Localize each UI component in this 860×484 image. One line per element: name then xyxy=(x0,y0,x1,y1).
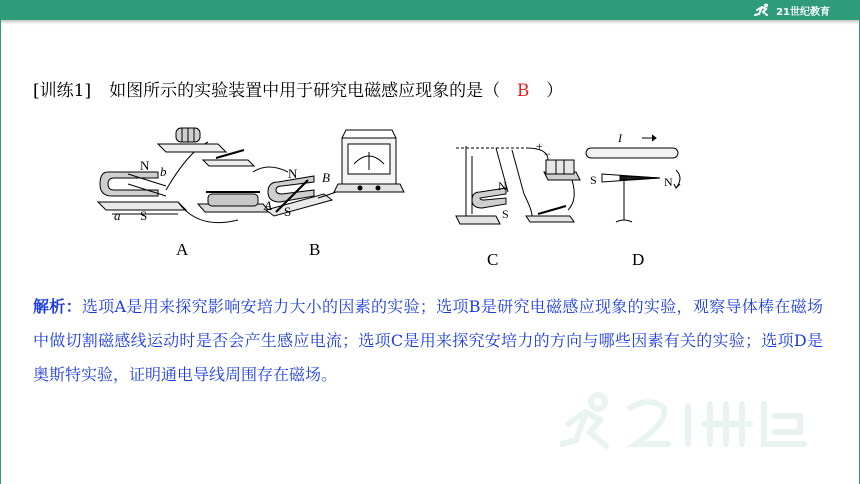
figure-ab-apparatus xyxy=(88,112,408,234)
figure-label-c: C xyxy=(487,250,499,269)
header-bar xyxy=(0,0,860,20)
figure-label-b: B xyxy=(309,240,321,259)
question-line xyxy=(33,76,563,101)
figure-c-apparatus xyxy=(452,130,582,236)
a-label-a: a xyxy=(114,208,121,223)
question-close: ） xyxy=(546,81,564,101)
b-label-B: B xyxy=(322,170,330,185)
d-label-S: S xyxy=(590,173,597,187)
answer-text: B xyxy=(516,81,530,101)
left-border xyxy=(0,20,1,484)
runner-icon xyxy=(754,3,772,17)
question-text: 如图所示的实验装置中用于研究电磁感应现象的是（ xyxy=(109,81,501,101)
a-label-S: S xyxy=(140,208,148,223)
question-tag: [训练1] xyxy=(33,81,92,101)
logo-text: 21世纪教育 xyxy=(776,6,830,18)
d-label-I: I xyxy=(618,134,622,145)
analysis-head: 解析： xyxy=(33,297,82,316)
b-label-A: A xyxy=(264,198,272,213)
figure-label-a: A xyxy=(176,240,189,259)
c-label-S: S xyxy=(502,207,509,221)
figure-label-d: D xyxy=(632,250,645,269)
b-label-S: S xyxy=(284,204,292,219)
c-label-minus: − xyxy=(544,147,551,161)
watermark-logo xyxy=(560,388,820,468)
brand-logo xyxy=(754,0,830,20)
c-label-plus: + xyxy=(536,139,543,153)
a-label-N: N xyxy=(140,158,150,173)
b-label-N: N xyxy=(288,166,298,181)
c-label-N: N xyxy=(498,179,507,193)
a-label-b: b xyxy=(160,164,167,179)
figure-d-apparatus xyxy=(580,134,690,234)
analysis-body: 选项A是用来探究影响安培力大小的因素的实验；选项B是研究电磁感应现象的实验，观察导体棒在磁场中做切割磁感线运动时是否会产生感应电流；选项C是用来探究安培力的方向与哪些因素有关的实验；选项D是奥斯特实验，证明通电导线周围存在磁场。 xyxy=(33,297,823,384)
d-label-N: N xyxy=(664,175,673,189)
analysis-paragraph xyxy=(33,290,823,392)
